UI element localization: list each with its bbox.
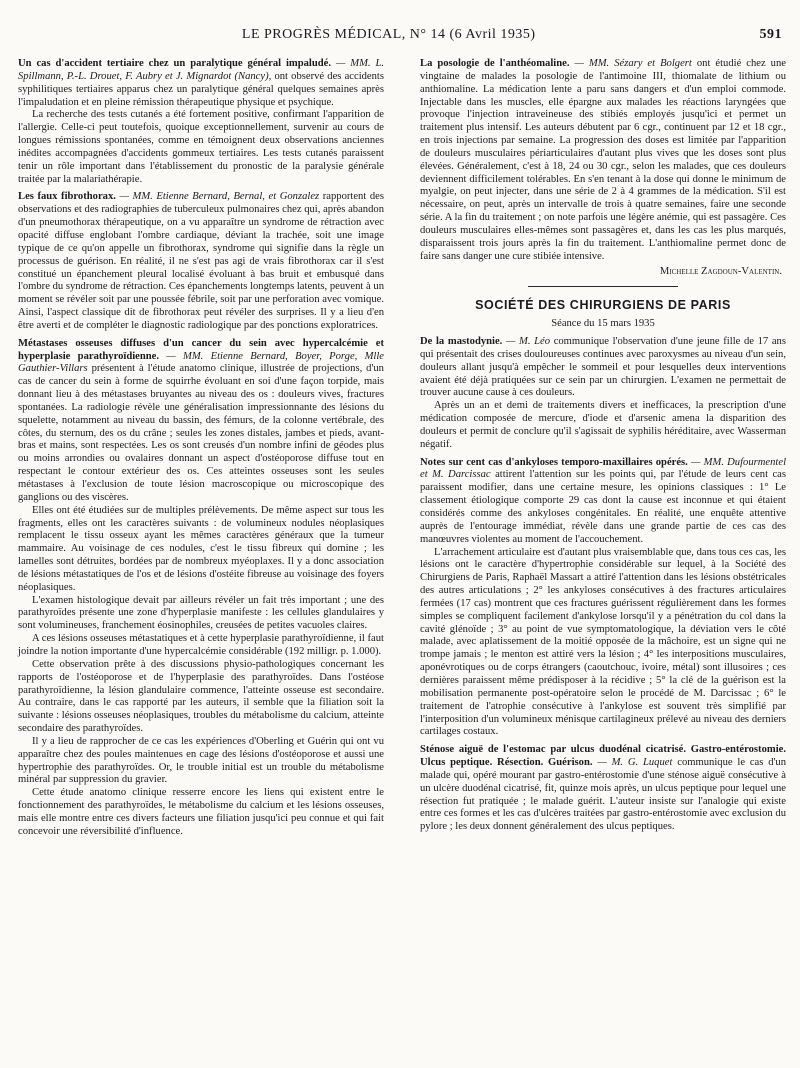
running-head: LE PROGRÈS MÉDICAL, N° 14 (6 Avril 1935) <box>241 27 536 42</box>
article-ankyloses <box>420 457 786 740</box>
article-text: présentent à l'étude anatomo clinique, illustrée de projections, d'un cas de cancer du sein à forme de squirrhe évoluant en soi d'une façon torpide, mais donnant lieu à des métastases bruyantes au niveau des os : douleurs vives, fractures spontanées. La radiologie révèle une généralisation impressionnante des lésions du squelette, notamment au niveau du bassin, des fémurs, de la colonne vertébrale, des côtes, du sternum, des os du crâne ; seules les zones distales, jambes et pieds, avant-bras et mains, sont respectées. Les os sont creusés d'un nombre infini de géodes plus ou moins arrondies ou ovalaires donnant un aspect d'ostéoporose diffuse tout en respectant le contour extérieur des os. Ces atteintes osseuses sont les seules métastases à l'exclusion de toute lésion macroscopique ou microscopique des ganglions ou des viscères. <box>18 363 384 503</box>
page-number: 591 <box>759 27 782 42</box>
article-title: Notes sur cent cas d'ankyloses temporo-maxillaires opérés. <box>420 456 688 468</box>
article-text: communique l'observation d'une jeune fille de 17 ans qui présentait des crises douloureuses continues avec paroxysmes au niveau d'un sein, douleurs allant jusqu'à empêcher le sommeil et pour lesquelles deux interventions avaient été déjà pratiquées sur ce sein par un chirurgien. L'examen ne permettait de trouver aucune cause à ces douleurs. <box>420 336 786 399</box>
article-text: ont observé des accidents syphilitiques tertiaires apparus chez un paralytique général quelques semaines après l'impaludation et en pleine rémission thérapeutique physique et psychique. <box>18 70 384 108</box>
article-authors: — MM. L. Spillmann, P.-L. Drouet, F. Aubry et J. Mignardot (Nancy), <box>18 58 385 82</box>
article-text: communique le cas d'un malade qui, opéré mourant par gastro-entérostomie d'une sténose aiguë consécutive à un ulcère duodénal cicatrisé, fit, quinze mois après, un ulcus peptique pour lequel une résection fut pratiquée ; le malade guérit. L'auteur insiste sur l'analogie qui existe entre ces formes et les cas d'ulcères traitées par gastro-entérostomie avec exclusion du pylore ; les deux donnent généralement des ulcus peptiques. <box>420 757 786 833</box>
article-paragraph: Cette étude anatomo clinique resserre encore les liens qui existent entre le fonctionnement des parathyroïdes, le métabolisme du calcium et les lésions osseuses, mais elle montre entre ces divers facteurs une filiation jusqu'ici peu connue et qui fait concevoir une réversibilité d'influence. <box>18 787 384 837</box>
society-heading: SOCIÉTÉ DES CHIRURGIENS DE PARIS <box>475 298 731 313</box>
article-authors: — MM. Etienne Bernard, Boyer, Porge, Mlle Gauthier-Villars <box>18 350 384 375</box>
article-paragraph: L'arrachement articulaire est d'autant plus vraisemblable que, dans tous ces cas, les lésions ont le caractère d'hypertrophie considérable sur lequel, à la Société des Chirurgiens de Paris, Raphaël Massart a attiré l'attention dans les lésions obstétricales des autres articulations ; 2° les ankyloses consécutives à des fractures articulaires fermées (17 cas) montrent que ces fractures guérissent régulièrement dans les formes simples se compliquent facilement d'ankylose lorsqu'il y a pénétration du col dans la cavité glénoïde ; 3° au point de vue symptomatologique, la déviation vers le côté malade, avec aplatissement de la moitié opposée de la mâchoire, est un signe qui ne trompe jamais ; le menton est attiré vers la lésion ; 4° les interpositions musculaires, aponévrotiques ou de corps étrangers (caoutchouc, ivoire, métal) sont illusoires ; ces dernières paraissent même prédisposer à la récidive ; 5° la clé de la guérison est la mobilisation permanente post-opératoire selon le procédé de M. Darcissac ; 6° le traitement de l'atrophie consécutive à l'ankylose est souvent très simplifié par l'interposition d'un volumineux ménisque cartilagineux prélevé au niveau des derniers cartilages costaux. <box>420 546 786 738</box>
article-paragraph <box>18 338 384 505</box>
left-column <box>18 58 384 839</box>
article-faux-fibrothorax <box>18 191 384 332</box>
article-posologie <box>420 58 786 278</box>
article-title: De la mastodynie. <box>420 336 503 348</box>
session-date: Séance du 15 mars 1935 <box>551 318 655 330</box>
article-title: Métastases osseuses diffuses d'un cancer du sein avec hypercalcémie et hyperplasie parathyroïdienne. <box>18 337 384 362</box>
article-paragraph <box>420 457 786 547</box>
right-column <box>420 58 786 834</box>
article-paragraph <box>420 744 786 834</box>
article-authors: — MM. Etienne Bernard, Bernal, et Gonzalez <box>119 191 320 203</box>
article-paragraph: Après un an et demi de traitements divers et inefficaces, la prescription d'une médication composée de mercure, d'iode et d'arsenic amena la disparition des douleurs et permit de conclure qu'il s'agissait de syphilis héréditaire, avec Wasserman négatif. <box>420 400 786 450</box>
article-authors: — MM. Dufourmentel et M. Darcissac <box>420 456 787 481</box>
section-divider <box>528 286 678 287</box>
page-header <box>18 24 782 46</box>
article-paragraph: L'examen histologique devait par ailleurs révéler un fait très important ; une des parathyroïdes présente une zone d'hyperplasie manifeste : les cellules glandulaires y sont volumineuses, franchement éosinophiles, creusées de petites vacuoles claires. <box>18 594 384 632</box>
article-metastases-osseuses <box>18 338 384 839</box>
article-stenose <box>420 744 786 834</box>
article-authors: — M. Léo <box>505 336 551 348</box>
article-paragraph: Il y a lieu de rapprocher de ce cas les expériences d'Oberling et Guérin qui ont vu apparaître chez des poules maintenues en cage des lésions d'ostéoporose et aussi une hypertrophie des parathyroïdes. Or, le trouble initial est un trouble du métabolisme minéral par suppression du gravier. <box>18 735 384 786</box>
article-paragraph: La recherche des tests cutanés a été fortement positive, confirmant l'apparition de l'allergie. Celle-ci peut toutefois, quoique exceptionnellement, survenir au cours de longues rémissions spontanées, comme en témoignent deux observations anciennes inédites accompagnées d'accidents gommeux tertiaires. Les tests cutanés paraissent tenir un rôle important dans l'établissement du pronostic de la paralysie générale traitée par la malariathérapie. <box>18 109 384 185</box>
article-paragraph: A ces lésions osseuses métastatiques et à cette hyperplasie parathyroïdienne, il faut joindre la notion importante d'une hypercalcémie considérable (192 milligr. p. 1.000). <box>18 633 384 657</box>
article-text: attirent l'attention sur les points qui, par l'étude de leurs cent cas paraissent modifier, dans une certaine mesure, les opinions classiques : 1° Le classement étiologique comporte 29 cas dont la cause est inconnue et qui étaient considérés comme des ankyloses congénitales. En réalité, une enquête attentive auprès de l'entourage immédiat, révèle dans une grande partie de ces cas des manœuvres violentes au moment de l'accouchement. <box>420 469 787 545</box>
article-mastodynie <box>420 336 786 452</box>
article-paragraph <box>420 58 786 264</box>
article-paragraph <box>18 191 384 332</box>
article-title: Les faux fibrothorax. <box>18 191 116 203</box>
article-paragraph <box>18 58 384 109</box>
article-authors: — M. G. Luquet <box>597 757 673 769</box>
article-authors: — MM. Sézary et Bolgert <box>574 58 692 69</box>
article-title: La posologie de l'anthéomaline. <box>420 58 570 69</box>
article-text: ont étudié chez une vingtaine de malades la posologie de l'antimoine III, thiomalate de lithium ou anthiomaline. La médication lente a paru sans dangers et d'un emploi commode. Injectable dans les muscles, elle épargne aux malades les réactions laryngées que provoque l'injection intraveineuse des stibiés employés jusqu'ici et permet un traitement plus intensif. Les auteurs débutent par 6 cgr., continuent par 12 et 18 cgr., en trois injections par semaine. La progression des doses est limitée par l'apparition de douleurs musculaires périarticulaires d'autant plus vives que les doses sont plus élevées. Généralement, c'est à 18, 24 ou 30 cgr., selon les malades, que ces douleurs deviennent difficilement tolérables. En s'en tenant à la dose qui donne le minimum de myalgie, on peut injecter, dans une série de 2 à 4 grammes de la médication. S'il est nécessaire, on peut, après un intervalle de trois à quatre semaines, faire une seconde série. A la fin du traitement ; on note parfois une légère anémie, qui est passagère. Ces douleurs musculaires elles-mêmes sont passagères et, dans les cas les plus marqués, disparaissent trois jours après la fin du traitement. L'anthiomaline permet donc de faire sans danger une cure stibiée intensive. <box>420 58 786 262</box>
article-paragraph: Cette observation prête à des discussions physio-pathologiques concernant les rapports de l'ostéoporose et de l'hyperplasie des parathyroïdes. Dans l'ostéose parathyroïdienne, la lésion glandulaire commence, l'atteinte osseuse est secondaire. Au contraire, dans le cas rapporté par les auteurs, il semble que la filiation soit la suivante : lésions osseuses néoplasiques, troubles du métabolisme du calcium, atteinte secondaire des parathyroïdes. <box>18 658 384 735</box>
article-accident-tertiaire <box>18 58 384 186</box>
article-signature: Michelle Zagdoun-Valentin. <box>659 265 782 277</box>
article-text: rapportent des observations et des radiographies de tuberculeux pulmonaires chez qui, après abandon d'un pneumothorax thérapeutique, on a vu apparaître un syndrome de rétraction avec opacité diffuse englobant l'ombre cardiaque, déviant la trachée, soit une image typique de ce qu'on appelle un fibrothorax, syndrome qui signifie dans la règle un processus de guérison. En réalité, il ne s'est pas agi de vrais fibrothorax car il s'est constitué un épanchement pleural localisé évoluant à bas bruit et embusqué dans l'ombre du syndrome de rétraction. Ces épanchements longtemps latents, peuvent à un moment se révéler soit par une poussée fébrile, soit par une perforation avec vomique. Ainsi, l'aspect classique dit de fibrothorax peut révéler des surprises. Il y a lieu d'en être averti et de compléter le diagnostic radiologique par des ponctions exploratrices. <box>18 191 384 331</box>
article-title: Un cas d'accident tertiaire chez un paralytique général impaludé. <box>18 58 332 69</box>
article-paragraph: Elles ont été étudiées sur de multiples prélèvements. De même aspect sur tous les fragments, elles ont les caractères suivants : de volumineux nodules néoplasiques remplacent le tissu osseux ayant les mêmes caractères généraux que la tumeur mammaire. Au voisinage de ces nodules, c'est le tissu fibreux qui domine ; les lamelles sont détruites, bordées par de nombreux myéoplaxes. Il y a donc association de lésions métastatiques de l'os et de lésions d'ostéite fibreuse au voisinage des foyers néoplasiques. <box>18 504 384 593</box>
article-title: Sténose aiguë de l'estomac par ulcus duodénal cicatrisé. Gastro-entérostomie. Ulcus peptique. Résection. Guérison. <box>420 744 786 769</box>
article-paragraph <box>420 336 786 400</box>
